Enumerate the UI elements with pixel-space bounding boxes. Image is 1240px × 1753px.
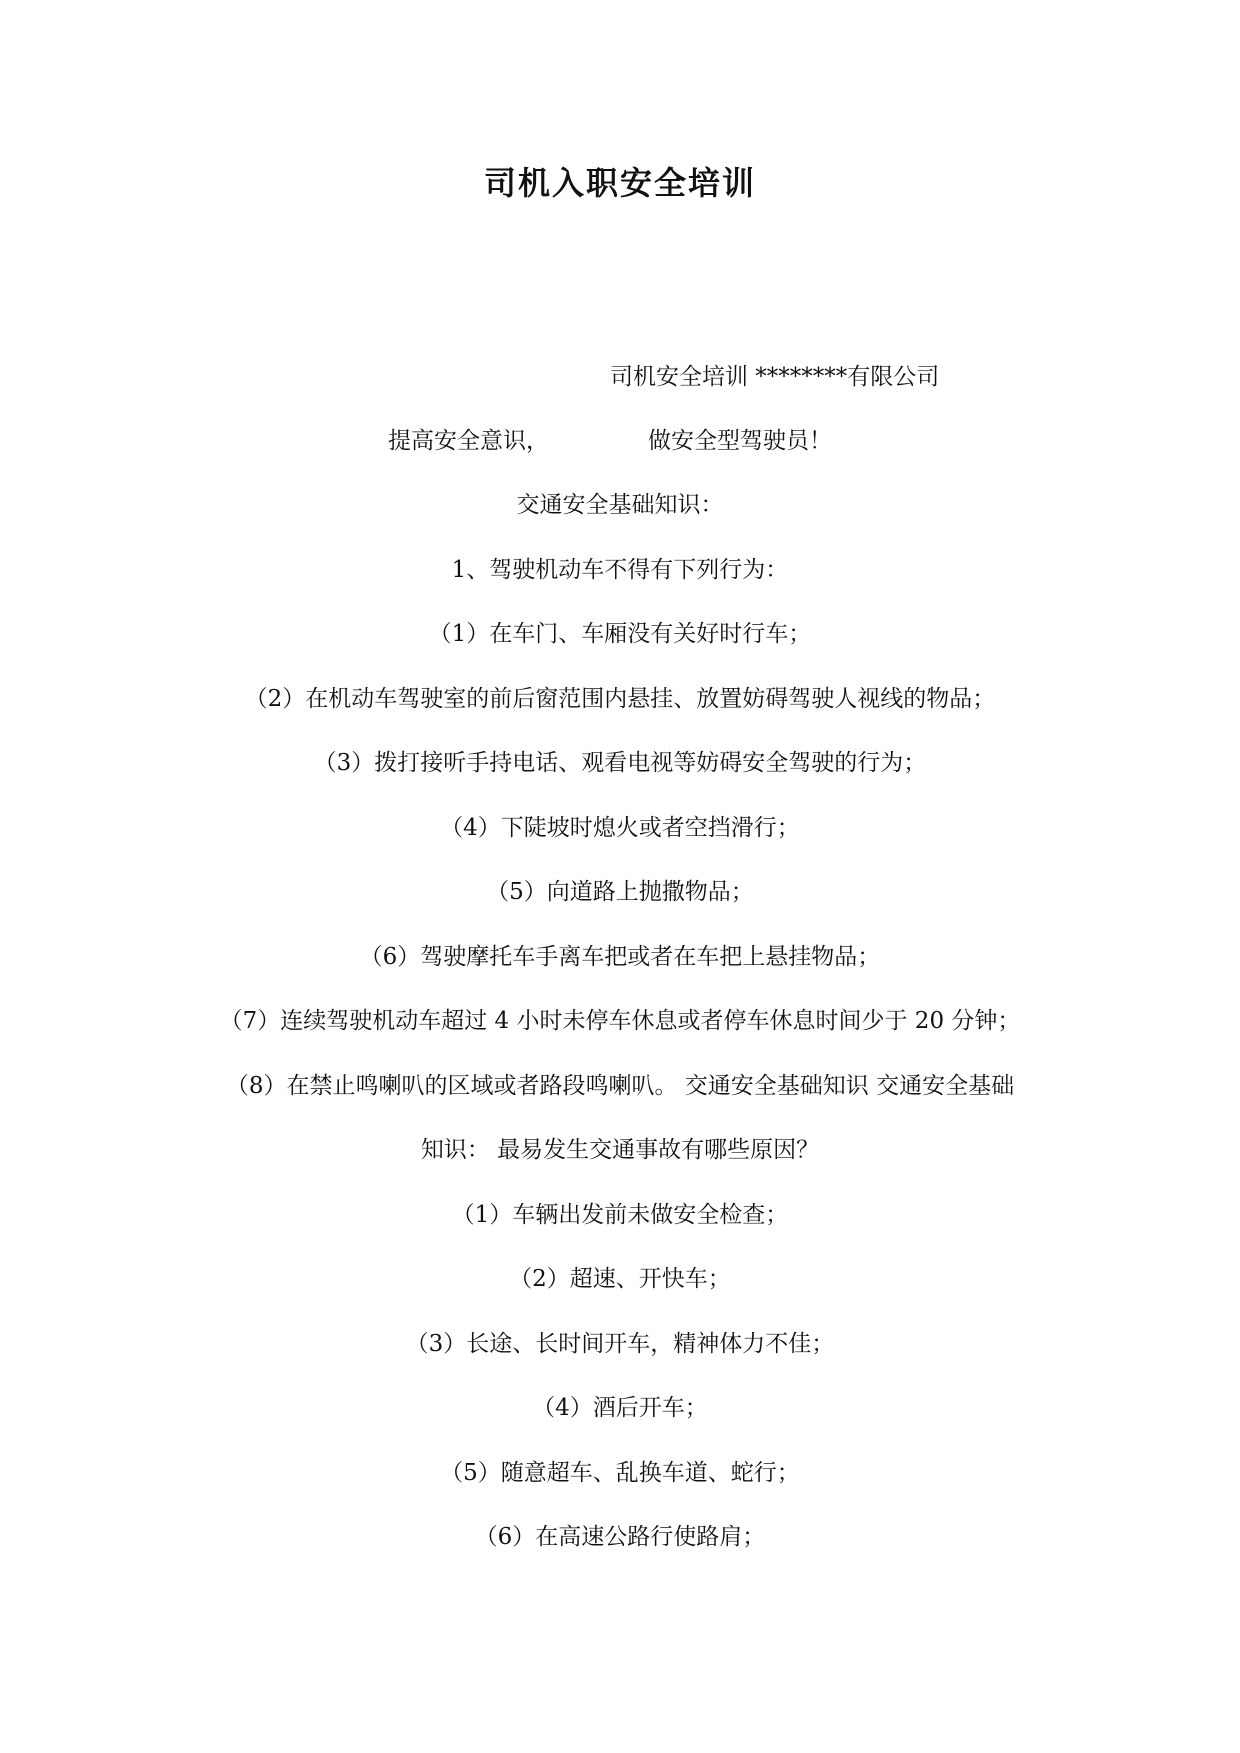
cause-item: （4）酒后开车； [532, 1395, 708, 1421]
cause-item: （5）随意超车、乱换车道、蛇行； [440, 1460, 800, 1486]
slogan-right: 做安全型驾驶员！ [648, 428, 832, 454]
behavior-item: （5）向道路上抛撒物品； [486, 879, 754, 905]
slogan-left: 提高安全意识， [388, 428, 549, 454]
behavior-item: （7）连续驾驶机动车超过 4 小时未停车休息或者停车休息时间少于 20 分钟； [219, 1008, 1021, 1034]
behavior-item: （8）在禁止鸣喇叭的区域或者路段鸣喇叭。 交通安全基础知识 交通安全基础 [225, 1073, 1015, 1099]
behavior-item: （2）在机动车驾驶室的前后窗范围内悬挂、放置妨碍驾驶人视线的物品； [244, 686, 996, 712]
cause-item: （6）在高速公路行使路肩； [474, 1524, 766, 1550]
document-title: 司机入职安全培训 [483, 164, 756, 202]
behavior-item: （4）下陡坡时熄火或者空挡滑行； [440, 815, 800, 841]
behavior-item: （1）在车门、车厢没有关好时行车； [428, 621, 812, 647]
behavior-item: （6）驾驶摩托车手离车把或者在车把上悬挂物品； [359, 944, 881, 970]
behavior-item: （3）拨打接听手持电话、观看电视等妨碍安全驾驶的行为； [313, 750, 927, 776]
item-heading: 1、驾驶机动车不得有下列行为： [451, 557, 789, 583]
cause-item: （1）车辆出发前未做安全检查； [451, 1202, 789, 1228]
question-line: 知识： 最易发生交通事故有哪些原因？ [420, 1137, 820, 1163]
cause-item: （2）超速、开快车； [509, 1266, 731, 1292]
document-subtitle: 司机安全培训 ********有限公司 [610, 364, 940, 390]
section-heading: 交通安全基础知识： [516, 492, 724, 518]
cause-item: （3）长途、长时间开车，精神体力不佳； [405, 1331, 835, 1357]
